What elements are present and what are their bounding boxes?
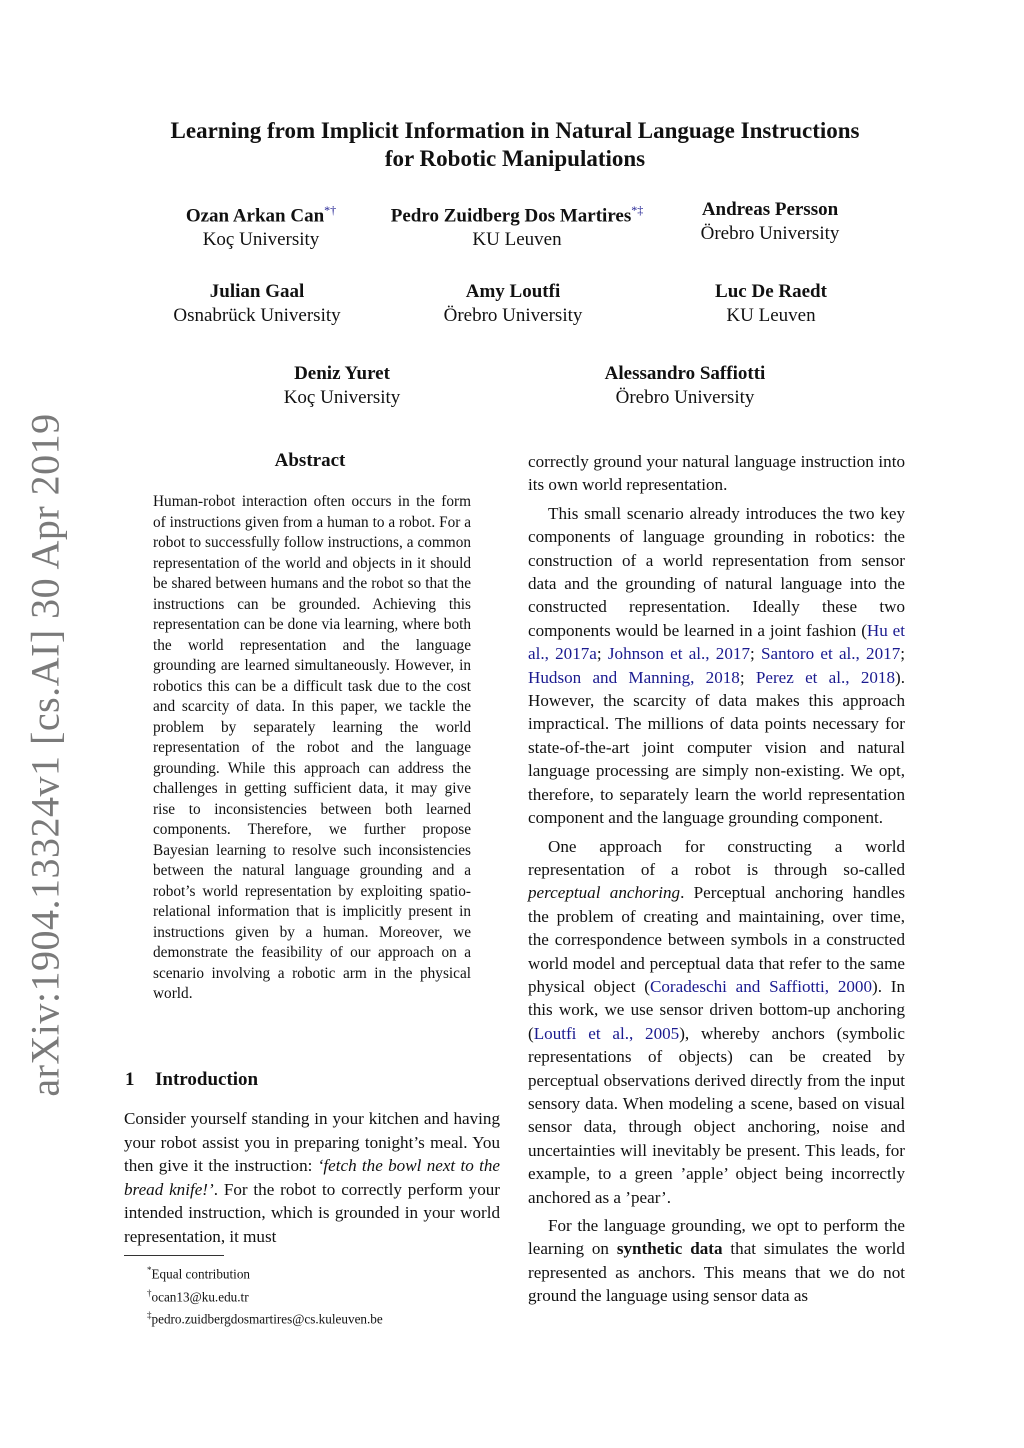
intro-paragraph: Consider yourself standing in your kitchen and having your robot assist you in preparing tonight’s meal. You then give it the instruction: ‘fetch the bowl next to the bread knife!’. For the robot to correctly perform your intended instruction, which is grounded in your world representation, it must — [124, 1109, 501, 1246]
left-column-body — [124, 1107, 500, 1248]
citation-link[interactable]: Coradeschi and Saffiotti, 2000 — [649, 976, 873, 996]
citation-link[interactable]: Johnson et al., 2017 — [607, 644, 750, 664]
section-number: 1 — [125, 1069, 135, 1090]
paragraph: For the language grounding, we opt to perform the learning on synthetic data that simulates the world represented as anchors. This means that we do not ground the language using sensor data as — [528, 1216, 905, 1306]
paragraph: This small scenario already introduces the two key components of language grounding in robotics: the construction of a world representation from sensor data and the grounding of natural language into the constructed representation. Ideally these two components would be learned in a joint fashion (Hu et al., 2017a; Johnson et al., 2017; Santoro et al., 2017; Hudson and Manning, 2018; Perez et al., 2018). However, the scarcity of data makes this approach impractical. The millions of data points necessary for state-of-the-art joint computer vision and natural language processing are simply non-existing. We opt, therefore, to separately learn the world representation component and the language grounding component. — [528, 503, 905, 828]
title-line-2: for Robotic Manipulations — [384, 146, 646, 171]
author-name: Luc De Raedt — [715, 281, 827, 302]
citation-link[interactable]: Loutfi et al., 2005 — [533, 1023, 680, 1043]
author-name: Amy Loutfi — [465, 281, 561, 302]
author-name: Ozan Arkan Can*† — [185, 203, 337, 227]
author-block — [611, 280, 931, 328]
paper-title — [120, 117, 910, 173]
author-affiliation: KU Leuven — [726, 305, 816, 326]
section-heading-introduction — [125, 1069, 258, 1091]
author-affiliation: Koç University — [202, 229, 320, 251]
section-title: Introduction — [155, 1069, 259, 1090]
arxiv-identifier-stamp: arXiv:1904.13324v1 [cs.AI] 30 Apr 2019 — [22, 413, 68, 1097]
citation-link[interactable]: Perez et al., 2018 — [755, 667, 896, 687]
author-affiliation: Koç University — [283, 387, 401, 408]
author-affiliation: KU Leuven — [472, 229, 562, 251]
citation-link[interactable]: Santoro et al., 2017 — [760, 644, 901, 664]
author-block — [610, 198, 930, 246]
footnotes — [147, 1261, 507, 1329]
author-mark: *‡ — [631, 203, 644, 217]
citation-link[interactable]: Hu et al., 2017a — [528, 620, 905, 664]
author-affiliation: Örebro University — [443, 305, 583, 326]
abstract-heading: Abstract — [274, 450, 346, 471]
emphasis: perceptual anchoring — [528, 883, 681, 903]
example-instruction: ‘fetch the bowl next to the bread knife!’ — [124, 1156, 500, 1199]
author-affiliation: Örebro University — [615, 387, 755, 408]
author-name: Andreas Persson — [701, 199, 839, 220]
paragraph: correctly ground your natural language instruction into its own world representation. — [528, 452, 905, 495]
footnote: *Equal contribution — [147, 1265, 251, 1282]
footnote: †ocan13@ku.edu.tr — [147, 1287, 249, 1304]
right-column-body — [528, 450, 905, 1308]
paragraph: One approach for constructing a world representation of a robot is through so-called perceptual anchoring. Perceptual anchoring handles the problem of creating and maintaining, over time, the correspondence between symbols in a constructed world model and perceptual data that refer to the same physical object (Coradeschi and Saffiotti, 2000). In this work, we use sensor driven bottom-up anchoring (Loutfi et al., 2005), whereby anchors (symbolic representations of objects) can be created by perceptual observations derived directly from the input sensory data. When modeling a scene, based on visual sensor data, through object anchoring, noise and uncertainties will inevitably be present. This leads, for example, to a green ’apple’ object being incorrectly anchored as a ’pear’. — [528, 836, 906, 1207]
footnote-divider — [124, 1255, 224, 1256]
citation-link[interactable]: Hudson and Manning, 2018 — [528, 667, 740, 687]
abstract-text: Human-robot interaction often occurs in the form of instructions given from a human to a robot. For a robot to successfully follow instructions, a common representation of the world and objects in it should be shared between humans and the robot so that the instructions can be grounded. Achieving this representation can be done via learning, where both the world representation and the language grounding are learned simultaneously. However, in robotics this can be a difficult task due to the cost and scarcity of data. In this paper, we tackle the problem by separately learning the world representation of the robot and the language grounding. While this approach can address the challenges in getting sufficient data, it may give rise to inconsistencies between both learned components. Therefore, we further propose Bayesian learning to resolve such inconsistencies between the natural language grounding and a robot’s world representation by exploiting spatio-relational information that is implicitly present in instructions given by a human. Moreover, we demonstrate the feasibility of our approach on a scenario involving a robotic arm in the physical world. — [153, 493, 471, 1002]
author-name: Julian Gaal — [209, 281, 305, 302]
bold-term: synthetic data — [616, 1239, 723, 1259]
author-affiliation: Osnabrück University — [173, 305, 341, 326]
title-line-1: Learning from Implicit Information in Natural Language Instructions — [170, 118, 860, 143]
author-name: Deniz Yuret — [294, 363, 390, 384]
author-block — [525, 362, 845, 410]
footnote: ‡pedro.zuidbergdosmartires@cs.kuleuven.be — [147, 1310, 383, 1327]
author-name: Alessandro Saffiotti — [604, 363, 766, 384]
author-block — [182, 362, 502, 410]
author-affiliation: Örebro University — [700, 223, 840, 244]
author-mark: *† — [324, 203, 337, 217]
author-name: Pedro Zuidberg Dos Martires*‡ — [390, 203, 644, 227]
